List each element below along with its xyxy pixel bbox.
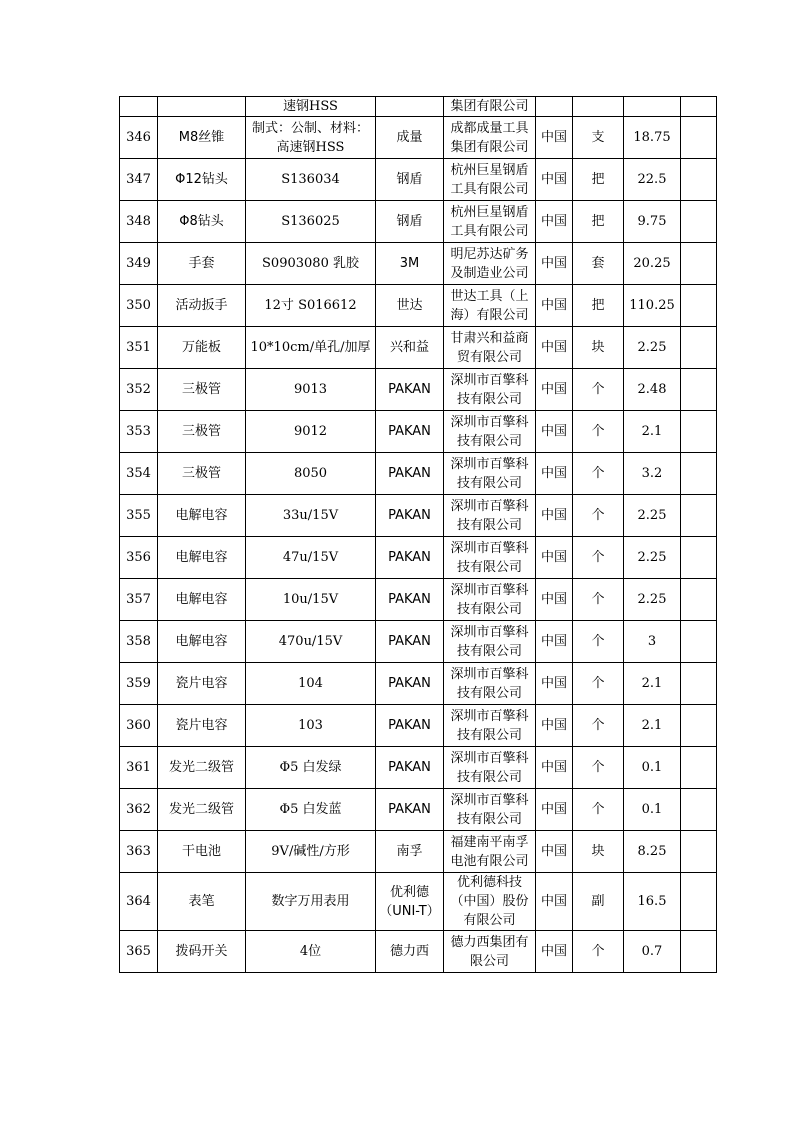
cell-no: 356 (120, 537, 158, 579)
cell-spec: 9013 (246, 369, 376, 411)
cell-remark (681, 931, 717, 973)
cell-no: 358 (120, 621, 158, 663)
cell-spec: 9012 (246, 411, 376, 453)
cell-unit (573, 97, 624, 117)
cell-price: 3.2 (624, 453, 681, 495)
cell-country: 中国 (536, 201, 573, 243)
cell-manufacturer: 德力西集团有限公司 (444, 931, 536, 973)
cell-name (158, 97, 246, 117)
cell-manufacturer: 世达工具（上海）有限公司 (444, 285, 536, 327)
cell-no: 349 (120, 243, 158, 285)
cell-remark (681, 201, 717, 243)
cell-manufacturer: 杭州巨星钢盾工具有限公司 (444, 201, 536, 243)
cell-no: 353 (120, 411, 158, 453)
cell-unit: 个 (573, 495, 624, 537)
table-row (120, 159, 717, 201)
table-row (120, 579, 717, 621)
cell-spec: 12寸 S016612 (246, 285, 376, 327)
cell-no: 351 (120, 327, 158, 369)
cell-spec: 8050 (246, 453, 376, 495)
cell-unit: 个 (573, 931, 624, 973)
cell-unit: 把 (573, 159, 624, 201)
cell-spec: S136034 (246, 159, 376, 201)
cell-spec: Φ5 白发绿 (246, 747, 376, 789)
cell-spec: 33u/15V (246, 495, 376, 537)
cell-remark (681, 495, 717, 537)
cell-price: 2.25 (624, 327, 681, 369)
cell-spec: 速钢HSS (246, 97, 376, 117)
cell-country: 中国 (536, 327, 573, 369)
cell-remark (681, 285, 717, 327)
cell-spec: 103 (246, 705, 376, 747)
cell-unit: 支 (573, 117, 624, 159)
cell-price: 2.25 (624, 537, 681, 579)
cell-no: 361 (120, 747, 158, 789)
cell-no (120, 97, 158, 117)
cell-price: 20.25 (624, 243, 681, 285)
cell-remark (681, 117, 717, 159)
cell-no: 363 (120, 831, 158, 873)
cell-manufacturer: 甘肃兴和益商贸有限公司 (444, 327, 536, 369)
cell-spec: 47u/15V (246, 537, 376, 579)
cell-unit: 个 (573, 537, 624, 579)
cell-name: 三极管 (158, 411, 246, 453)
cell-remark (681, 159, 717, 201)
cell-spec: 数字万用表用 (246, 873, 376, 931)
cell-price: 8.25 (624, 831, 681, 873)
cell-price: 2.1 (624, 411, 681, 453)
cell-manufacturer: 明尼苏达矿务及制造业公司 (444, 243, 536, 285)
cell-price (624, 97, 681, 117)
cell-country: 中国 (536, 873, 573, 931)
cell-spec: 4位 (246, 931, 376, 973)
cell-brand: PAKAN (376, 705, 444, 747)
cell-unit: 块 (573, 831, 624, 873)
cell-manufacturer: 深圳市百擎科技有限公司 (444, 747, 536, 789)
cell-brand: 钢盾 (376, 159, 444, 201)
cell-no: 360 (120, 705, 158, 747)
table-row (120, 201, 717, 243)
cell-name: Φ12钻头 (158, 159, 246, 201)
cell-remark (681, 537, 717, 579)
cell-manufacturer: 成都成量工具集团有限公司 (444, 117, 536, 159)
cell-price: 0.1 (624, 747, 681, 789)
table-row (120, 873, 717, 931)
cell-country: 中国 (536, 453, 573, 495)
cell-name: 拨码开关 (158, 931, 246, 973)
cell-name: 三极管 (158, 453, 246, 495)
cell-manufacturer: 集团有限公司 (444, 97, 536, 117)
cell-brand: PAKAN (376, 369, 444, 411)
cell-spec: S136025 (246, 201, 376, 243)
cell-manufacturer: 深圳市百擎科技有限公司 (444, 705, 536, 747)
cell-brand: PAKAN (376, 789, 444, 831)
cell-spec: S0903080 乳胶 (246, 243, 376, 285)
cell-manufacturer: 深圳市百擎科技有限公司 (444, 663, 536, 705)
cell-unit: 个 (573, 789, 624, 831)
cell-remark (681, 873, 717, 931)
cell-country (536, 97, 573, 117)
cell-country: 中国 (536, 495, 573, 537)
cell-price: 3 (624, 621, 681, 663)
table-body (120, 97, 717, 973)
cell-country: 中国 (536, 789, 573, 831)
cell-price: 0.7 (624, 931, 681, 973)
cell-no: 365 (120, 931, 158, 973)
cell-name: 电解电容 (158, 495, 246, 537)
cell-country: 中国 (536, 369, 573, 411)
cell-name: Φ8钻头 (158, 201, 246, 243)
cell-manufacturer: 优利德科技（中国）股份有限公司 (444, 873, 536, 931)
cell-remark (681, 789, 717, 831)
cell-manufacturer: 深圳市百擎科技有限公司 (444, 579, 536, 621)
cell-country: 中国 (536, 411, 573, 453)
cell-country: 中国 (536, 159, 573, 201)
cell-manufacturer: 深圳市百擎科技有限公司 (444, 537, 536, 579)
table-row (120, 705, 717, 747)
cell-no: 359 (120, 663, 158, 705)
cell-spec: 9V/碱性/方形 (246, 831, 376, 873)
cell-unit: 个 (573, 369, 624, 411)
cell-name: 万能板 (158, 327, 246, 369)
cell-brand: PAKAN (376, 663, 444, 705)
cell-remark (681, 453, 717, 495)
cell-price: 110.25 (624, 285, 681, 327)
cell-country: 中国 (536, 705, 573, 747)
cell-price: 9.75 (624, 201, 681, 243)
cell-unit: 把 (573, 285, 624, 327)
cell-remark (681, 97, 717, 117)
cell-spec: 10*10cm/单孔/加厚 (246, 327, 376, 369)
cell-price: 2.1 (624, 663, 681, 705)
cell-unit: 块 (573, 327, 624, 369)
cell-price: 2.1 (624, 705, 681, 747)
cell-spec: 470u/15V (246, 621, 376, 663)
cell-brand: 世达 (376, 285, 444, 327)
cell-unit: 个 (573, 453, 624, 495)
cell-name: 瓷片电容 (158, 705, 246, 747)
cell-no: 364 (120, 873, 158, 931)
cell-no: 362 (120, 789, 158, 831)
cell-price: 0.1 (624, 789, 681, 831)
cell-remark (681, 831, 717, 873)
cell-unit: 把 (573, 201, 624, 243)
table-row (120, 663, 717, 705)
cell-price: 2.25 (624, 579, 681, 621)
cell-unit: 个 (573, 747, 624, 789)
table-row (120, 831, 717, 873)
cell-country: 中国 (536, 243, 573, 285)
cell-name: M8丝锥 (158, 117, 246, 159)
cell-brand: PAKAN (376, 579, 444, 621)
table-row (120, 411, 717, 453)
cell-manufacturer: 深圳市百擎科技有限公司 (444, 369, 536, 411)
cell-country: 中国 (536, 537, 573, 579)
cell-brand: 兴和益 (376, 327, 444, 369)
cell-brand: PAKAN (376, 621, 444, 663)
cell-price: 22.5 (624, 159, 681, 201)
cell-name: 干电池 (158, 831, 246, 873)
cell-country: 中国 (536, 285, 573, 327)
cell-no: 347 (120, 159, 158, 201)
cell-price: 2.25 (624, 495, 681, 537)
cell-price: 2.48 (624, 369, 681, 411)
cell-brand: PAKAN (376, 537, 444, 579)
cell-country: 中国 (536, 747, 573, 789)
cell-brand: PAKAN (376, 747, 444, 789)
cell-unit: 个 (573, 705, 624, 747)
cell-name: 发光二级管 (158, 747, 246, 789)
cell-remark (681, 747, 717, 789)
cell-brand: 成量 (376, 117, 444, 159)
cell-brand (376, 97, 444, 117)
cell-brand: 南孚 (376, 831, 444, 873)
table-row (120, 369, 717, 411)
cell-remark (681, 411, 717, 453)
cell-brand: PAKAN (376, 411, 444, 453)
cell-remark (681, 579, 717, 621)
cell-brand: 德力西 (376, 931, 444, 973)
cell-remark (681, 327, 717, 369)
cell-no: 346 (120, 117, 158, 159)
table-row (120, 931, 717, 973)
cell-remark (681, 243, 717, 285)
cell-no: 348 (120, 201, 158, 243)
cell-no: 354 (120, 453, 158, 495)
table-row (120, 117, 717, 159)
cell-manufacturer: 深圳市百擎科技有限公司 (444, 453, 536, 495)
cell-no: 350 (120, 285, 158, 327)
cell-name: 瓷片电容 (158, 663, 246, 705)
cell-unit: 个 (573, 663, 624, 705)
cell-country: 中国 (536, 621, 573, 663)
product-price-table (119, 96, 717, 973)
cell-country: 中国 (536, 931, 573, 973)
cell-unit: 个 (573, 579, 624, 621)
table-row (120, 495, 717, 537)
table-row (120, 789, 717, 831)
cell-spec: 10u/15V (246, 579, 376, 621)
cell-country: 中国 (536, 579, 573, 621)
cell-manufacturer: 福建南平南孚电池有限公司 (444, 831, 536, 873)
cell-name: 发光二级管 (158, 789, 246, 831)
cell-no: 352 (120, 369, 158, 411)
cell-spec: 104 (246, 663, 376, 705)
cell-unit: 个 (573, 411, 624, 453)
cell-price: 16.5 (624, 873, 681, 931)
cell-remark (681, 621, 717, 663)
cell-price: 18.75 (624, 117, 681, 159)
cell-country: 中国 (536, 831, 573, 873)
cell-name: 活动扳手 (158, 285, 246, 327)
cell-remark (681, 369, 717, 411)
cell-no: 357 (120, 579, 158, 621)
table-row (120, 621, 717, 663)
table-row (120, 243, 717, 285)
cell-spec: Φ5 白发蓝 (246, 789, 376, 831)
cell-name: 电解电容 (158, 621, 246, 663)
cell-name: 电解电容 (158, 537, 246, 579)
table-row (120, 327, 717, 369)
cell-remark (681, 663, 717, 705)
cell-spec: 制式：公制、材料：高速钢HSS (246, 117, 376, 159)
table-row (120, 537, 717, 579)
cell-brand: 优利德（UNI-T） (376, 873, 444, 931)
cell-unit: 套 (573, 243, 624, 285)
cell-manufacturer: 深圳市百擎科技有限公司 (444, 411, 536, 453)
cell-manufacturer: 深圳市百擎科技有限公司 (444, 789, 536, 831)
cell-name: 表笔 (158, 873, 246, 931)
table-row (120, 453, 717, 495)
cell-manufacturer: 深圳市百擎科技有限公司 (444, 621, 536, 663)
cell-name: 手套 (158, 243, 246, 285)
cell-manufacturer: 杭州巨星钢盾工具有限公司 (444, 159, 536, 201)
cell-unit: 个 (573, 621, 624, 663)
cell-remark (681, 705, 717, 747)
cell-brand: PAKAN (376, 495, 444, 537)
table-row-continuation (120, 97, 717, 117)
cell-name: 三极管 (158, 369, 246, 411)
cell-name: 电解电容 (158, 579, 246, 621)
table-row (120, 285, 717, 327)
cell-brand: 3M (376, 243, 444, 285)
cell-brand: 钢盾 (376, 201, 444, 243)
cell-brand: PAKAN (376, 453, 444, 495)
cell-no: 355 (120, 495, 158, 537)
table-row (120, 747, 717, 789)
cell-country: 中国 (536, 663, 573, 705)
cell-country: 中国 (536, 117, 573, 159)
cell-unit: 副 (573, 873, 624, 931)
cell-manufacturer: 深圳市百擎科技有限公司 (444, 495, 536, 537)
